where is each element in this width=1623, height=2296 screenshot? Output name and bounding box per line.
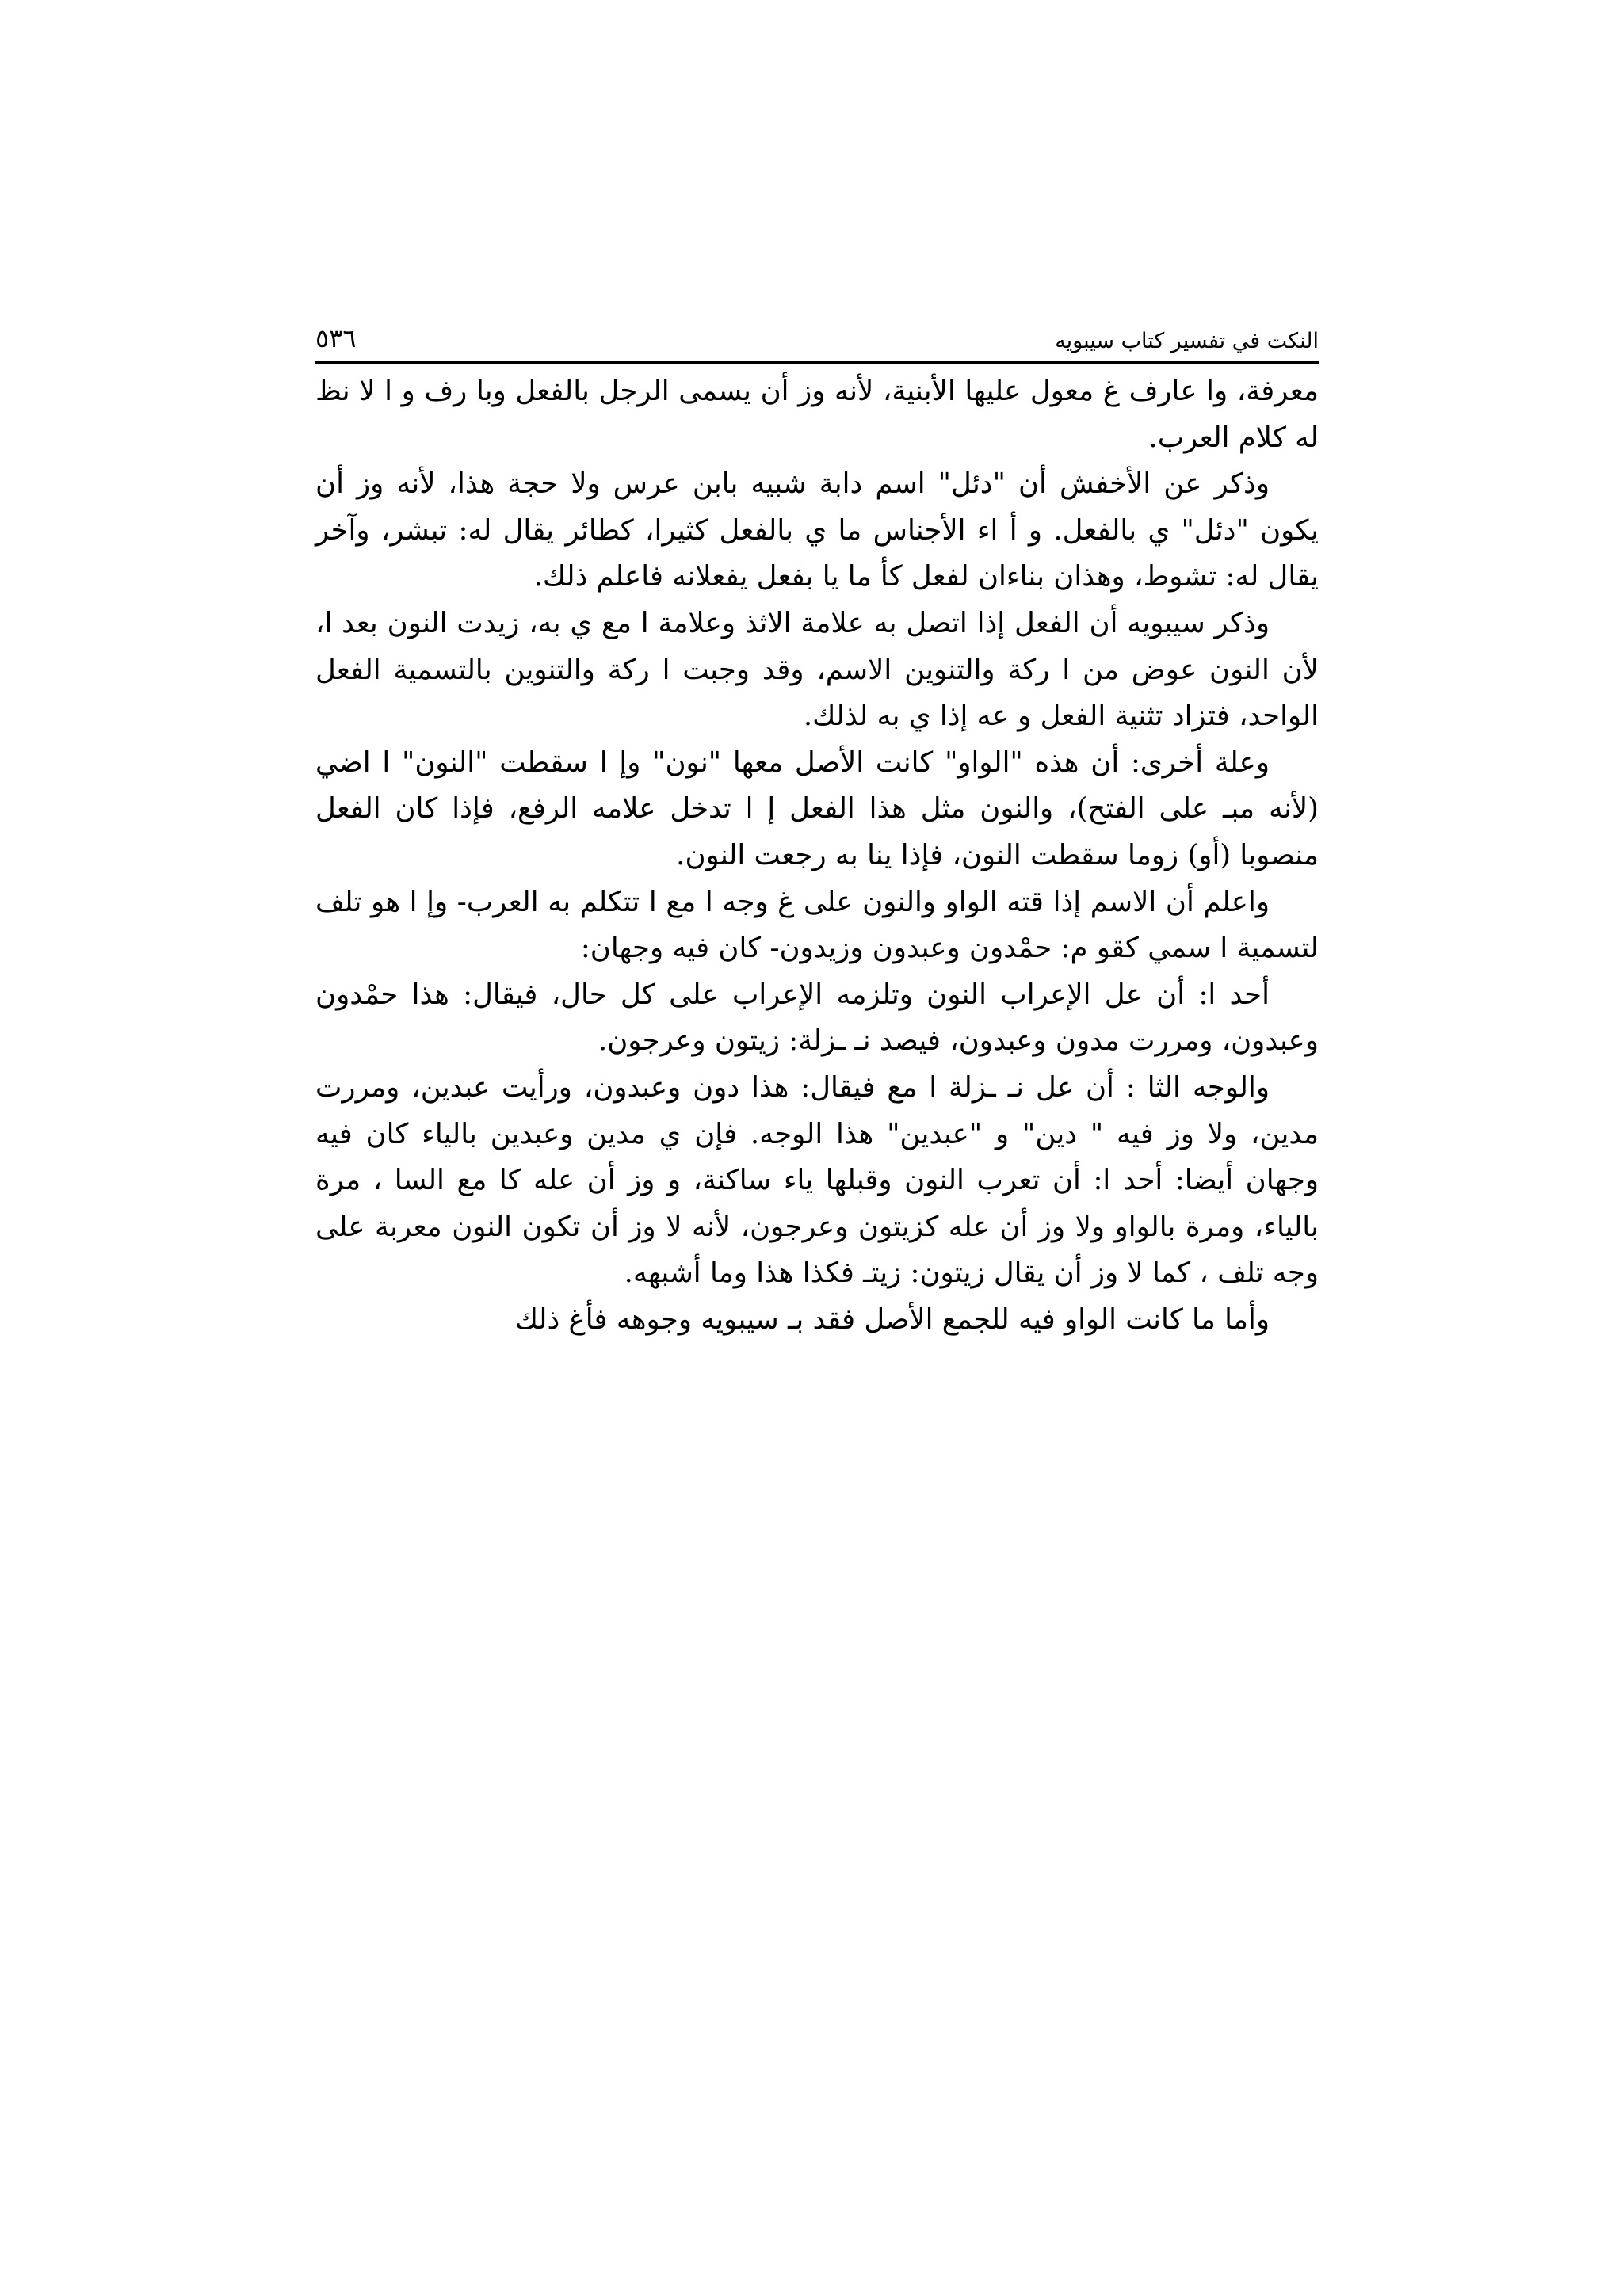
paragraph: معرفة، وا عارف غ معول عليها الأبنية، لأنه وز أن يسمى الرجل بالفعل وبا رف و ا لا نظ له كلام العرب. [315,375,1319,454]
paragraph: وعلة أخرى: أن هذه "الواو" كانت الأصل معها "نون" وإ ا سقطت "النون" ا اضي (لأنه مبـ على الفتح)، والنون مثل هذا الفعل إ ا تدخل علامه الرفع، فإذا كان الفعل منصوبا (أو) زوما سقطت النون، فإذا ينا به رجعت النون. [315,746,1319,871]
paragraph: أحد ا: أن عل الإعراب النون وتلزمه الإعراب على كل حال، فيقال: هذا حمْدون وعبدون، ومررت مدون وعبدون، فيصد نـ ـزلة: زيتون وعرجون. [315,978,1319,1058]
running-title: النكت في تفسير كتاب سيبويه [1055,329,1319,353]
page-body [315,364,1319,1343]
paragraph: وذكر عن الأخفش أن "دئل" اسم دابة شبيه بابن عرس ولا حجة هذا، لأنه وز أن يكون "دئل" ي بالفعل. و أ اء الأجناس ما ي بالفعل كثيرا، كطائر يقال له: تبشر، وآخر يقال له: تشوط، وهذان بناءان لفعل كأ ما يا بفعل يفعلانه فاعلم ذلك. [315,467,1319,593]
paragraph: وذكر سيبويه أن الفعل إذا اتصل به علامة الاثذ وعلامة ا مع ي به، زيدت النون بعد ا، لأن النون عوض من ا ركة والتنوين الاسم، وقد وجبت ا ركة والتنوين بالتسمية الفعل الواحد، فتزاد تثنية الفعل و عه إذا ي به لذلك. [315,606,1319,733]
book-page [315,317,1319,1343]
paragraph: وأما ما كانت الواو فيه للجمع الأصل فقد بـ سيبويه وجوهه فأغ ذلك [514,1302,1270,1336]
page-header [315,317,1319,364]
paragraph: واعلم أن الاسم إذا قته الواو والنون على غ وجه ا مع ا تتكلم به العرب- وإ ا هو تلف لتسمية ا سمي كقو م: حمْدون وعبدون وزيدون- كان فيه وجهان: [315,885,1319,965]
paragraph: والوجه الثا : أن عل نـ ـزلة ا مع فيقال: هذا دون وعبدون، ورأيت عبدين، ومررت مدين، ولا وز فيه " دين" و "عبدين" هذا الوجه. فإن ي مدين وعبدين بالياء كان فيه وجهان أيضا: أحد ا: أن تعرب النون وقبلها ياء ساكنة، و وز أن عله كا مع السا ، مرة بالياء، ومرة بالواو ولا وز أن عله كزيتون وعرجون، لأنه لا وز أن تكون النون معربة على وجه تلف ، كما لا وز أن يقال زيتون: زيتـ فكذا هذا وما أشبهه. [315,1070,1319,1290]
page-number: ٥٣٦ [315,323,357,353]
